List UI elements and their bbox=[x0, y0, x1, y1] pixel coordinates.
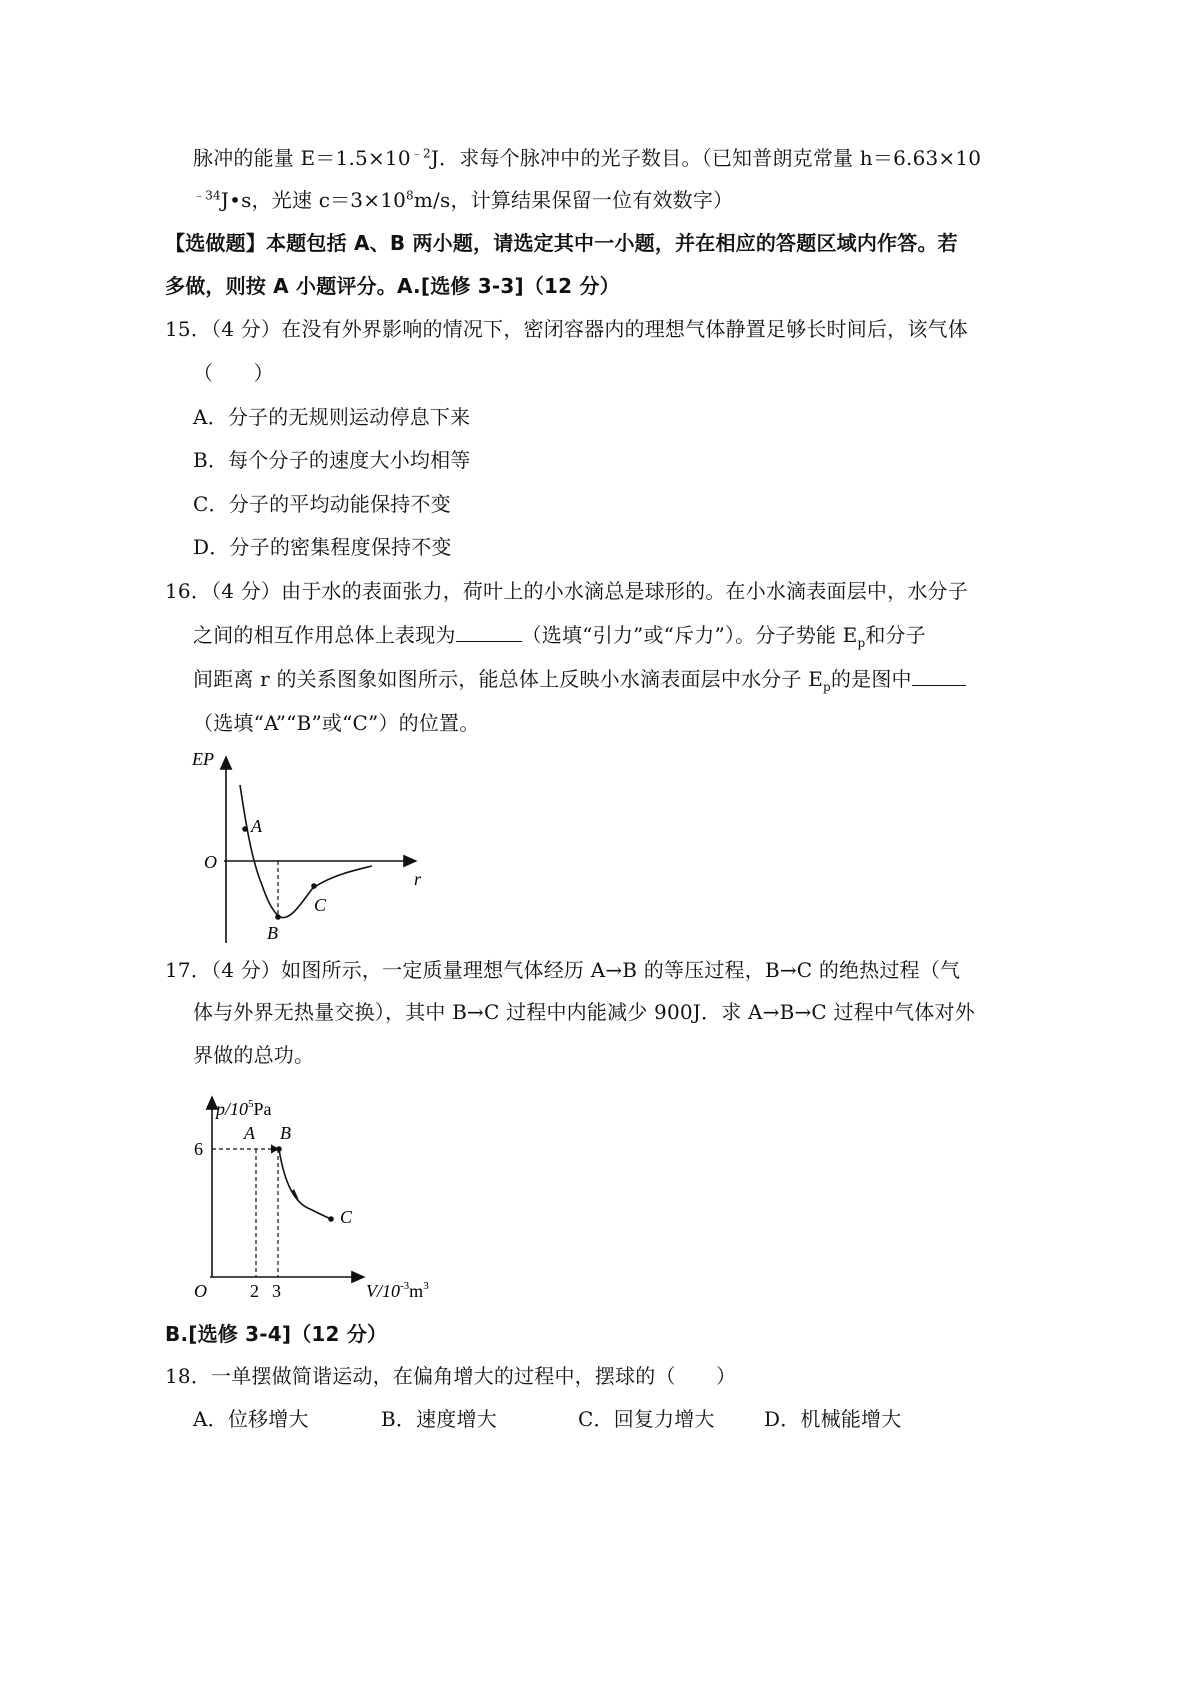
q18-option-b: B．速度增大 bbox=[381, 1407, 497, 1431]
q14-exp: 8 bbox=[406, 188, 414, 203]
elective-line1: 【选做题】本题包括 A、B 两小题，请选定其中一小题，并在相应的答题区域内作答。若 bbox=[165, 231, 958, 255]
q17-line2: 体与外界无热量交换），其中 B→C 过程中内能减少 900J．求 A→B→C 过程中气体对外 bbox=[193, 1000, 975, 1024]
label-b: B bbox=[280, 1123, 291, 1143]
q15-stem: 15．（4 分）在没有外界影响的情况下，密闭容器内的理想气体静置足够长时间后，该气体 bbox=[165, 317, 968, 341]
curve-arrow bbox=[291, 1189, 299, 1200]
label-a: A bbox=[244, 1123, 255, 1143]
q18-option-d: D．机械能增大 bbox=[764, 1407, 902, 1431]
q15-option-b: B．每个分子的速度大小均相等 bbox=[193, 448, 471, 472]
point-b bbox=[275, 914, 281, 920]
point-b bbox=[276, 1146, 282, 1152]
q17-line1: 17．（4 分）如图所示，一定质量理想气体经历 A→B 的等压过程，B→C 的绝热过程（气 bbox=[165, 958, 961, 982]
elective-line2: 多做，则按 A 小题评分。A.[选修 3-3]（12 分） bbox=[165, 274, 620, 298]
q16-line3 bbox=[193, 667, 966, 694]
q15-option-c: C．分子的平均动能保持不变 bbox=[193, 492, 451, 516]
q14-text: 脉冲的能量 E＝1.5×10 bbox=[193, 146, 411, 170]
q17-line3: 界做的总功。 bbox=[193, 1043, 315, 1067]
label-c: C bbox=[340, 1207, 353, 1227]
origin-label: O bbox=[204, 852, 217, 872]
q18-option-c: C．回复力增大 bbox=[578, 1407, 715, 1431]
q16-text: 的是图中 bbox=[830, 667, 912, 691]
label-a: A bbox=[251, 816, 262, 836]
q16-sub: p bbox=[857, 636, 866, 650]
x-tick-2: 2 bbox=[250, 1281, 259, 1301]
q14-exp: ﹣2 bbox=[410, 146, 431, 161]
y-tick-6: 6 bbox=[194, 1139, 203, 1159]
point-c bbox=[311, 883, 317, 889]
y-axis-label: $p/10^5Pa$ bbox=[216, 1098, 272, 1119]
q14-exp: ﹣34 bbox=[193, 188, 221, 203]
q16-line1: 16．（4 分）由于水的表面张力，荷叶上的小水滴总是球形的。在小水滴表面层中，水分子 bbox=[165, 579, 968, 603]
q14-text: J•s，光速 c＝3×10 bbox=[220, 188, 407, 212]
q16-line4: （选填“A”“B”或“C”）的位置。 bbox=[193, 711, 480, 735]
q15-option-a: A．分子的无规则运动停息下来 bbox=[193, 405, 471, 429]
point-a bbox=[242, 826, 248, 832]
q16-text: 间距离 r 的关系图象如图所示，能总体上反映小水滴表面层中水分子 E bbox=[193, 667, 824, 691]
q16-text: 和分子 bbox=[865, 623, 926, 647]
label-c: C bbox=[314, 895, 327, 915]
label-b: B bbox=[267, 923, 278, 943]
q14-line2 bbox=[193, 188, 733, 212]
origin-label: O bbox=[194, 1281, 207, 1301]
q15-paren: （ ） bbox=[193, 361, 274, 385]
y-axis-label: EP bbox=[192, 749, 214, 769]
q16-line2 bbox=[193, 623, 926, 650]
q16-sub: p bbox=[823, 680, 831, 694]
ep-curve bbox=[240, 785, 372, 918]
q15-option-d: D．分子的密集程度保持不变 bbox=[193, 535, 452, 559]
q14-text: J．求每个脉冲中的光子数目。（已知普朗克常量 h＝6.63×10 bbox=[430, 146, 982, 170]
q16-text: （选填“引力”或“斥力”）。分子势能 E bbox=[521, 623, 858, 647]
q18-option-a: A．位移增大 bbox=[193, 1407, 309, 1431]
q16-text: 之间的相互作用总体上表现为 bbox=[193, 623, 456, 647]
x-axis-label: r bbox=[414, 869, 422, 889]
point-c bbox=[328, 1216, 334, 1222]
answer-blank bbox=[456, 623, 522, 642]
q18-stem: 18．一单摆做简谐运动，在偏角增大的过程中，摆球的（ ） bbox=[165, 1364, 737, 1388]
answer-blank bbox=[912, 667, 966, 686]
x-axis-label: $V/10^{-3}m^3$ bbox=[366, 1280, 429, 1301]
x-tick-3: 3 bbox=[272, 1281, 281, 1301]
p-v-graph bbox=[188, 1085, 458, 1310]
q14-line1 bbox=[193, 146, 981, 170]
adiabatic-curve bbox=[279, 1149, 331, 1219]
section-b-title: B.[选修 3-4]（12 分） bbox=[165, 1322, 388, 1346]
q14-text: m/s，计算结果保留一位有效数字） bbox=[413, 188, 734, 212]
ep-r-graph bbox=[190, 745, 430, 955]
